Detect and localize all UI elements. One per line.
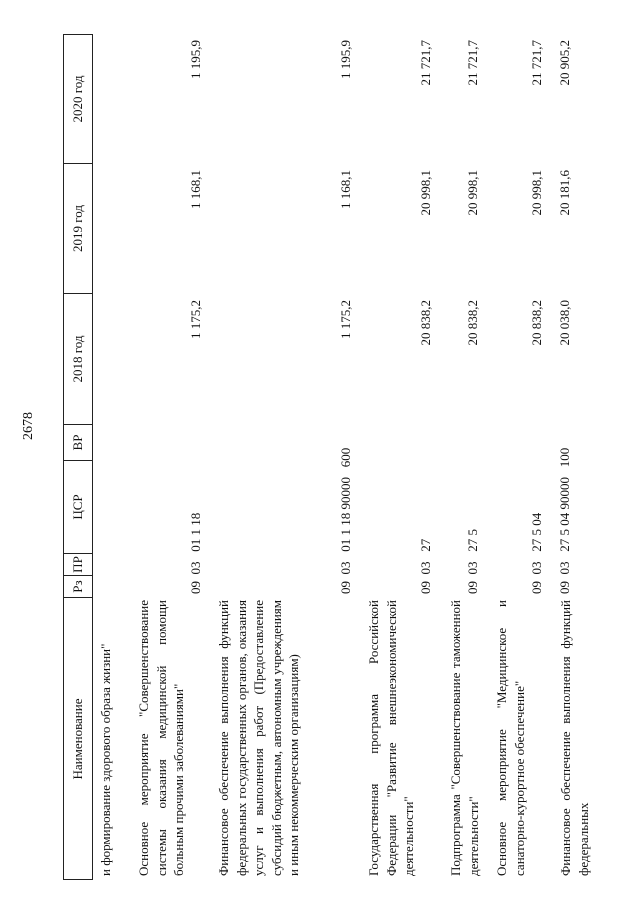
- header-csr: ЦСР: [63, 460, 93, 553]
- row-codes: 09 03 27: [418, 538, 433, 594]
- header-rz: Рз: [63, 575, 93, 597]
- row-name: Основное мероприятие "Медицинское и санаторно-курортное обеспечение": [494, 600, 527, 876]
- row-value-2019: 1 168,1: [188, 170, 203, 209]
- header-border-left: [63, 879, 93, 880]
- header-name: Наименование: [63, 597, 93, 880]
- row-name: Государственная программа Российской Федерации "Развитие внешнеэкономической деятельности": [366, 600, 416, 876]
- row-codes: 09 03 27 5 04: [529, 512, 544, 594]
- row-value-2019: 20 998,1: [418, 170, 433, 216]
- row-value-2020: 1 195,9: [188, 40, 203, 79]
- row-codes: 09 03 01 1 18: [188, 512, 203, 594]
- header-divider: [92, 35, 93, 880]
- row-codes: 09 03 27 5: [465, 529, 480, 594]
- row-codes: 09 03 01 1 18 90000 600: [338, 447, 353, 594]
- row-name: Основное мероприятие "Совершенствование системы оказания медицинской помощи больным прочими заболеваниями": [136, 600, 186, 876]
- row-value-2018: 1 175,2: [338, 300, 353, 339]
- row-value-2020: 21 721,7: [529, 40, 544, 86]
- row-codes: 09 03 27 5 04 90000 100: [557, 447, 572, 594]
- header-vr: ВР: [63, 424, 93, 460]
- row-value-2019: 20 998,1: [465, 170, 480, 216]
- row-value-2019: 20 998,1: [529, 170, 544, 216]
- row-value-2018: 1 175,2: [188, 300, 203, 339]
- row-value-2020: 1 195,9: [338, 40, 353, 79]
- header-2018: 2018 год: [63, 293, 93, 424]
- row-value-2019: 1 168,1: [338, 170, 353, 209]
- budget-table: [63, 35, 598, 880]
- header-pr: ПР: [63, 553, 93, 575]
- row-value-2020: 20 905,2: [557, 40, 572, 86]
- header-2020: 2020 год: [70, 75, 85, 123]
- row-value-2018: 20 838,2: [465, 300, 480, 346]
- row-name: Подпрограмма "Совершенствование таможенной деятельности": [448, 600, 481, 876]
- row-name: Финансовое обеспечение выполнения функций федеральных: [558, 600, 591, 876]
- page-number: 2678: [21, 412, 36, 440]
- row-value-2020: 21 721,7: [418, 40, 433, 86]
- row-name: Финансовое обеспечение выполнения функций федеральных государственных органов, оказания услуг и выполнения работ (Предоставление субсидий бюджетным, автономным учреждениям и иным некоммерческим организациям): [216, 600, 301, 876]
- row-value-2019: 20 181,6: [557, 170, 572, 216]
- header-border-right: [63, 34, 93, 35]
- row-value-2018: 20 838,2: [529, 300, 544, 346]
- header-border-top: [63, 35, 64, 880]
- header-2019: 2019 год: [63, 163, 93, 293]
- row-name: и формирование здорового образа жизни": [98, 643, 113, 876]
- row-value-2018: 20 838,2: [418, 300, 433, 346]
- row-value-2020: 21 721,7: [465, 40, 480, 86]
- row-value-2018: 20 038,0: [557, 300, 572, 346]
